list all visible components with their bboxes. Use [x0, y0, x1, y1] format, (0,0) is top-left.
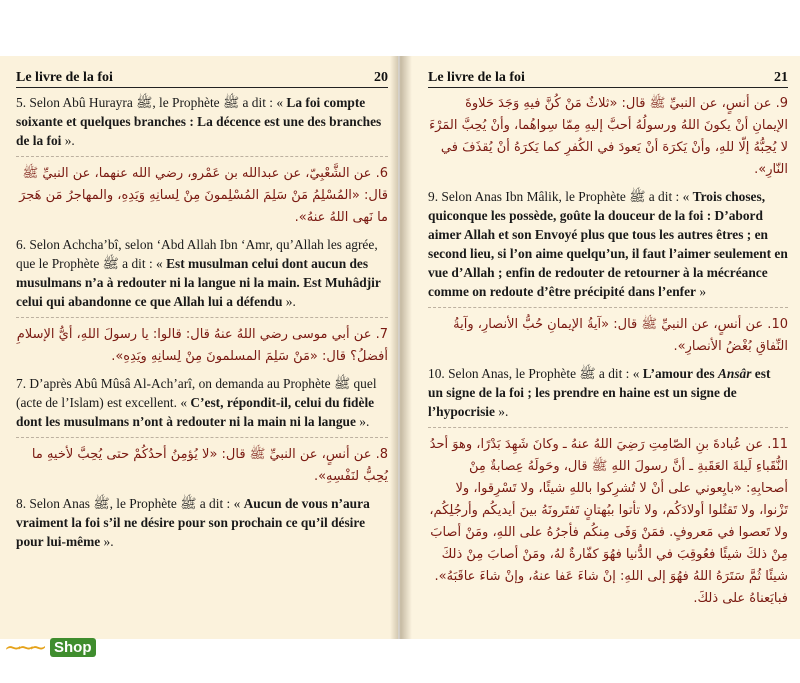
hadith-french — [16, 374, 388, 431]
text-run: ». — [61, 133, 75, 148]
hadith-french — [428, 364, 788, 421]
book-gutter — [390, 56, 412, 639]
book-spread — [0, 56, 800, 639]
header-title: Le livre de la foi — [428, 70, 525, 85]
text-run: 8. Selon Anas ﷺ, le Prophète ﷺ a dit : « — [16, 496, 244, 511]
text-run: 6. Selon Achcha’bî, selon ‘Abd Allah Ibn ‘Amr, qu’Allah les agrée, que le Prophète ﷺ a dit : « — [16, 237, 378, 271]
page-body-right — [428, 93, 788, 610]
text-run: ». — [355, 414, 370, 429]
text-run: ». — [282, 294, 296, 309]
section-divider — [16, 437, 388, 438]
text-run: ». — [100, 534, 114, 549]
text-run: Ansâr — [717, 366, 752, 381]
section-divider — [16, 156, 388, 157]
section-divider — [16, 317, 388, 318]
text-run: Aucun de vous n’aura vraiment la foi s’il ne désire pour son prochain ce qu’il désire pour lui-même — [16, 496, 370, 549]
section-divider — [428, 427, 788, 428]
page-number: 20 — [374, 70, 388, 85]
hadith-french — [16, 494, 388, 551]
hadith-arabic: 10. عن أنسٍ، عن النبيِّ ﷺ قال: «آيةُ الإيمانِ حُبُّ الأنصارِ، وآيةُ النِّفاقِ بُغْضُ الأنصارِ». — [453, 317, 788, 354]
shop-logo — [0, 636, 120, 660]
text-run: C’est, répondit-il, celui du fidèle dont les musulmans n’ont à redouter ni la main ni la langue — [16, 395, 375, 429]
right-page — [400, 56, 800, 639]
text-run: Est musulman celui dont aucun des musulmans n’a à redouter ni la langue ni la main. Est Muhâdjir celui qui abandonne ce que Allah lui a défendu — [16, 256, 381, 309]
logo-wave-icon: ~~~ — [4, 636, 42, 661]
section-divider — [428, 307, 788, 308]
text-run: 9. Selon Anas Ibn Mâlik, le Prophète ﷺ a dit : « — [428, 189, 693, 204]
hadith-arabic: 9. عن أنسٍ، عن النبيِّ ﷺ قال: «ثلاثٌ مَنْ كُنَّ فيهِ وَجَدَ حَلاوةَ الإيمانِ أنْ يكونَ اللهُ ورسولُهُ أحبَّ إليهِ مِمّا سِواهُما، وأنْ يُحِبَّ المَرْءَ لا يُحِبُّهُ إلّا للهِ، وأنْ يَكرَهَ أنْ يَعودَ في الكُفرِ كما يَكرَهُ أنْ يُقذَفَ في النّارِ». — [429, 96, 788, 177]
page-body-left — [16, 93, 388, 551]
left-page — [0, 56, 398, 639]
text-run: Trois choses, quiconque les possède, goûte la douceur de la foi : D’abord aimer Allah et son Envoyé plus que tous les autres êtres ; en second lieu, si l’on aime quelqu’un, il faut l’aimer seulement en vue d’Allah ; enfin de redouter de retourner à la mécréance comme on redoute d’être précipité dans l’enfer — [428, 189, 788, 299]
page-header-right — [428, 70, 788, 88]
hadith-arabic: 7. عن أبي موسى رضي اللهُ عنهُ قال: قالوا: يا رسولَ اللهِ، أيُّ الإسلامِ أفضلُ؟ قال: «مَنْ سَلِمَ المسلمونَ مِنْ لِسانِهِ ويَدِهِ». — [16, 327, 388, 364]
hadith-arabic: 11. عن عُبادةَ بنِ الصّامِتِ رَضِيَ اللهُ عنهُ ـ وكانَ شَهِدَ بَدْرًا، وهوَ أحدُ النُّقَباءِ لَيلةَ العَقَبةِ ـ أنَّ رسولَ اللهِ ﷺ قال، وحَولَهُ عِصابةٌ مِنْ أصحابِهِ: «بايِعوني على أنْ لا تُشرِكوا باللهِ شيئًا، ولا تَسْرِقوا، ولا تَزْنوا، ولا تَقتُلوا أولادَكُم، ولا تأتوا ببُهتانٍ تَفتَرونَهُ بينَ أيديكُم وأرجُلِكُم، ولا تَعصوا في مَعروفٍ. فمَنْ وَفَى مِنكُم فأجرُهُ على اللهِ، ومَنْ أصابَ مِنْ ذلكَ شيئًا فعُوقِبَ في الدُّنيا فهُوَ كفّارةٌ لهُ، ومَنْ أصابَ مِنْ ذلكَ شيئًا ثُمَّ سَتَرَهُ اللهُ فهُوَ إلى اللهِ: إنْ شاءَ عَفا عنهُ، وإنْ شاءَ عاقَبَهُ». فبايَعناهُ على ذلكَ. — [429, 437, 788, 606]
text-run: La foi compte soixante et quelques branches : La décence est une des branches de la foi — [16, 95, 382, 148]
text-run: ». — [494, 404, 509, 419]
text-run: 5. Selon Abû Hurayra ﷺ, le Prophète ﷺ a dit : « — [16, 95, 287, 110]
text-run: 10. Selon Anas, le Prophète ﷺ a dit : « — [428, 366, 643, 381]
hadith-french — [16, 235, 388, 311]
text-run: est un signe de la foi ; les prendre en haine est un signe de l’hypocrisie — [428, 366, 771, 419]
hadith-arabic: 8. عن أنسٍ، عن النبيِّ ﷺ قال: «لا يُؤمِنُ أحدُكُمْ حتى يُحِبَّ لأخيهِ ما يُحِبُّ لنَفْسِهِ». — [31, 447, 388, 484]
hadith-french — [16, 93, 388, 150]
hadith-arabic: 6. عن الشَّعْبِيّ، عن عبدالله بن عَمْرو، رضي الله عنهما، عن النبيِّ ﷺ قال: «المُسْلِمُ مَنْ سَلِمَ المُسْلِمونَ مِنْ لِسانِهِ وَيَدِهِ، والمهاجرُ مَن هَجرَ ما نَهى اللهُ عنهُ». — [19, 166, 388, 225]
page-number: 21 — [774, 70, 788, 85]
text-run: L’amour des — [642, 366, 718, 381]
page-header-left — [16, 70, 388, 88]
header-title: Le livre de la foi — [16, 70, 113, 85]
text-run: » — [696, 284, 707, 299]
logo-shop-label: Shop — [50, 638, 96, 657]
hadith-french — [428, 187, 788, 301]
text-run: 7. D’après Abû Mûsâ Al-Ach’arî, on demanda au Prophète ﷺ quel (acte de l’Islam) est excellent. « — [16, 376, 377, 410]
